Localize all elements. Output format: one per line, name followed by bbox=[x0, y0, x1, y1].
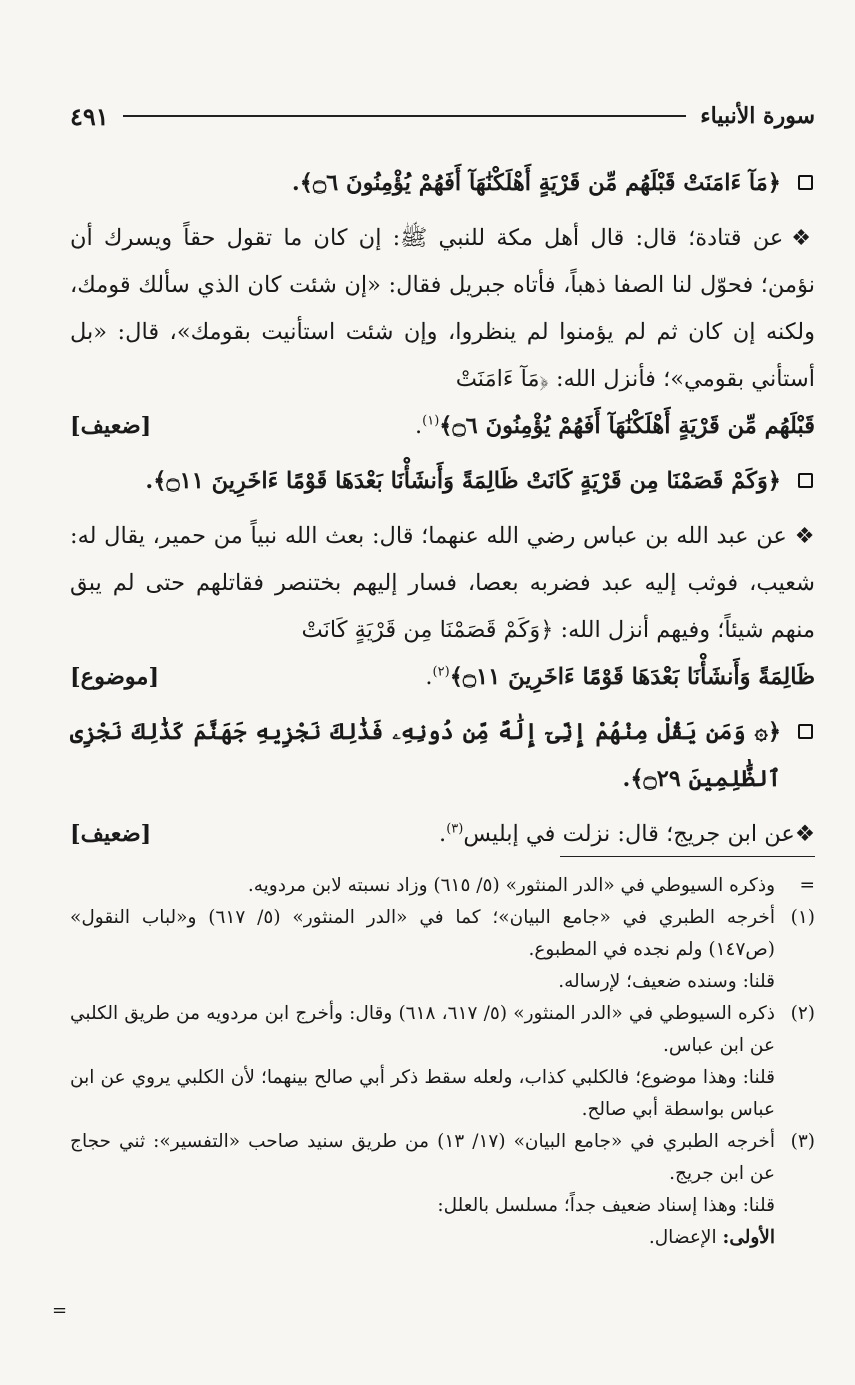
checkbox-square-icon bbox=[798, 724, 813, 739]
hadith-text: عن عبد الله بن عباس رضي الله عنهما؛ قال: بعث الله نبياً من حمير، يقال له: شعيب، فوثب إليه عبد فضربه بعصا، فسار إليهم بختنصر فقاتلهم حتى لم يبق منهم شيئاً؛ وفيهم أنزل الله: ﴿وَكَمْ قَصَمْنَا مِن قَرْيَةٍ كَانَتْ bbox=[70, 523, 815, 643]
footnote-text bbox=[70, 1222, 775, 1254]
star-bullet-icon: ❖ bbox=[794, 524, 815, 549]
page-number: ٤٩١ bbox=[70, 101, 109, 131]
hadith-last-line: ظَالِمَةً وَأَنشَأْنَا بَعْدَهَا قَوْمًا ءَاخَرِينَ ۝١١﴾$^{(٢)}$. [موضوع] bbox=[70, 654, 815, 701]
footnote-text: قلنا: وسنده ضعيف؛ لإرساله. bbox=[558, 971, 775, 992]
footnote-number bbox=[775, 1190, 815, 1222]
header-rule bbox=[123, 115, 687, 117]
hadith-last-line: ❖عن ابن جريج؛ قال: نزلت في إبليس$^{(٣)}$. [ضعيف] bbox=[70, 811, 815, 858]
footnote-text: وذكره السيوطي في «الدر المنثور» (٥/ ٦١٥) وزاد نسبته لابن مردويه. bbox=[247, 875, 775, 896]
note-text: الإعضال. bbox=[648, 1227, 717, 1248]
hadith-text: عن قتادة؛ قال: قال أهل مكة للنبي ﷺ: إن كان ما تقول حقاً ويسرك أن نؤمن؛ فحوّل لنا الصفا ذهباً، فأتاه جبريل فقال: «إن شئت كان الذي سألك قومك، ولكنه إن كان ثم لم يؤمنوا لم ينظروا، وإن شئت استأنيت بقومك»، قال: «بل أستأني بقومي»؛ فأنزل الله: ﴿مَآ ءَامَنَتْ bbox=[70, 225, 815, 392]
footnote-number bbox=[775, 1062, 815, 1126]
footnote-number: (٢) bbox=[790, 1003, 815, 1024]
hadith-last-line: قَبْلَهُم مِّن قَرْيَةٍ أَهْلَكْنَٰهَآ أَفَهُمْ يُؤْمِنُونَ ۝٦﴾$^{(١)}$. [ضعيف] bbox=[70, 403, 815, 450]
checkbox-square-icon bbox=[798, 473, 813, 488]
footnote-item bbox=[70, 1190, 815, 1222]
hadith-text: عن ابن جريج؛ قال: نزلت في إبليس bbox=[463, 821, 795, 847]
footnote-number bbox=[775, 966, 815, 998]
surah-title: سورة الأنبياء bbox=[700, 103, 815, 129]
footnote-item bbox=[70, 1062, 815, 1126]
grade-badge: [موضوع] bbox=[70, 664, 160, 690]
note-label: الأولى: bbox=[722, 1227, 775, 1248]
footnote-text: أخرجه الطبري في «جامع البيان»؛ كما في «الدر المنثور» (٥/ ٦١٧) و«لباب النقول» (ص١٤٧) ولم نجده في المطبوع. bbox=[70, 907, 775, 960]
hadith-block bbox=[70, 513, 815, 654]
footnote-text: قلنا: وهذا موضوع؛ فالكلبي كذاب، ولعله سقط ذكر أبي صالح بينهما؛ لأن الكلبي يروي عن ابن عباس بواسطة أبي صالح. bbox=[70, 1067, 775, 1120]
footnote-text: ذكره السيوطي في «الدر المنثور» (٥/ ٦١٧، ٦١٨) وقال: وأخرج ابن مردويه من طريق الكلبي عن ابن عباس. bbox=[70, 1003, 775, 1056]
footnote-item bbox=[70, 902, 815, 966]
footnote-item bbox=[70, 966, 815, 998]
book-page bbox=[52, 0, 815, 1385]
star-bullet-icon: ❖ bbox=[794, 821, 815, 847]
hadith-quote: ظَالِمَةً وَأَنشَأْنَا بَعْدَهَا قَوْمًا ءَاخَرِينَ ۝١١﴾ bbox=[449, 664, 815, 690]
star-bullet-icon: ❖ bbox=[791, 226, 815, 251]
footnote-item bbox=[70, 1222, 815, 1254]
grade-badge: [ضعيف] bbox=[70, 821, 152, 847]
footnotes bbox=[70, 870, 815, 1254]
footnote-item bbox=[70, 870, 815, 902]
verse-text: ﴿۞ وَمَن يَقُلْ مِنْهُمْ إِنِّىٓ إِلَٰهٌ مِّن دُونِهِۦ فَذَٰلِكَ نَجْزِيهِ جَهَنَّمَ كَذَٰلِكَ نَجْزِى ٱلظَّٰلِمِينَ ۝٢٩﴾. bbox=[70, 719, 781, 792]
continuation-mark: = bbox=[52, 1300, 68, 1321]
footnote-number: = bbox=[799, 875, 815, 896]
verse-text: ﴿مَآ ءَامَنَتْ قَبْلَهُم مِّن قَرْيَةٍ أَهْلَكْنَٰهَآ أَفَهُمْ يُؤْمِنُونَ ۝٦﴾. bbox=[291, 170, 781, 196]
footnote-ref: (٣) bbox=[446, 821, 464, 837]
hadith-quote: قَبْلَهُم مِّن قَرْيَةٍ أَهْلَكْنَٰهَآ أَفَهُمْ يُؤْمِنُونَ ۝٦﴾ bbox=[439, 413, 815, 439]
page-header bbox=[70, 98, 815, 134]
hadith-block bbox=[70, 215, 815, 403]
verse-text: ﴿وَكَمْ قَصَمْنَا مِن قَرْيَةٍ كَانَتْ ظَالِمَةً وَأَنشَأْنَا بَعْدَهَا قَوْمًا ءَاخَرِينَ ۝١١﴾. bbox=[145, 468, 781, 494]
footnote-text: قلنا: وهذا إسناد ضعيف جداً؛ مسلسل بالعلل: bbox=[437, 1195, 775, 1216]
footnote-separator bbox=[560, 856, 815, 857]
footnote-number: (٣) bbox=[790, 1131, 815, 1152]
footnote-number: (١) bbox=[790, 907, 815, 928]
footnote-item bbox=[70, 998, 815, 1062]
verse-block bbox=[70, 458, 815, 505]
checkbox-square-icon bbox=[798, 175, 813, 190]
footnote-text: أخرجه الطبري في «جامع البيان» (١٧/ ١٣) من طريق سنيد صاحب «التفسير»: ثني حجاج عن ابن جريج. bbox=[70, 1131, 776, 1184]
verse-block bbox=[70, 709, 815, 803]
grade-badge: [ضعيف] bbox=[70, 413, 152, 439]
footnote-ref: (١) bbox=[422, 413, 440, 429]
footnote-item bbox=[70, 1126, 815, 1190]
main-text bbox=[70, 160, 815, 866]
footnote-ref: (٢) bbox=[432, 664, 450, 680]
verse-block bbox=[70, 160, 815, 207]
